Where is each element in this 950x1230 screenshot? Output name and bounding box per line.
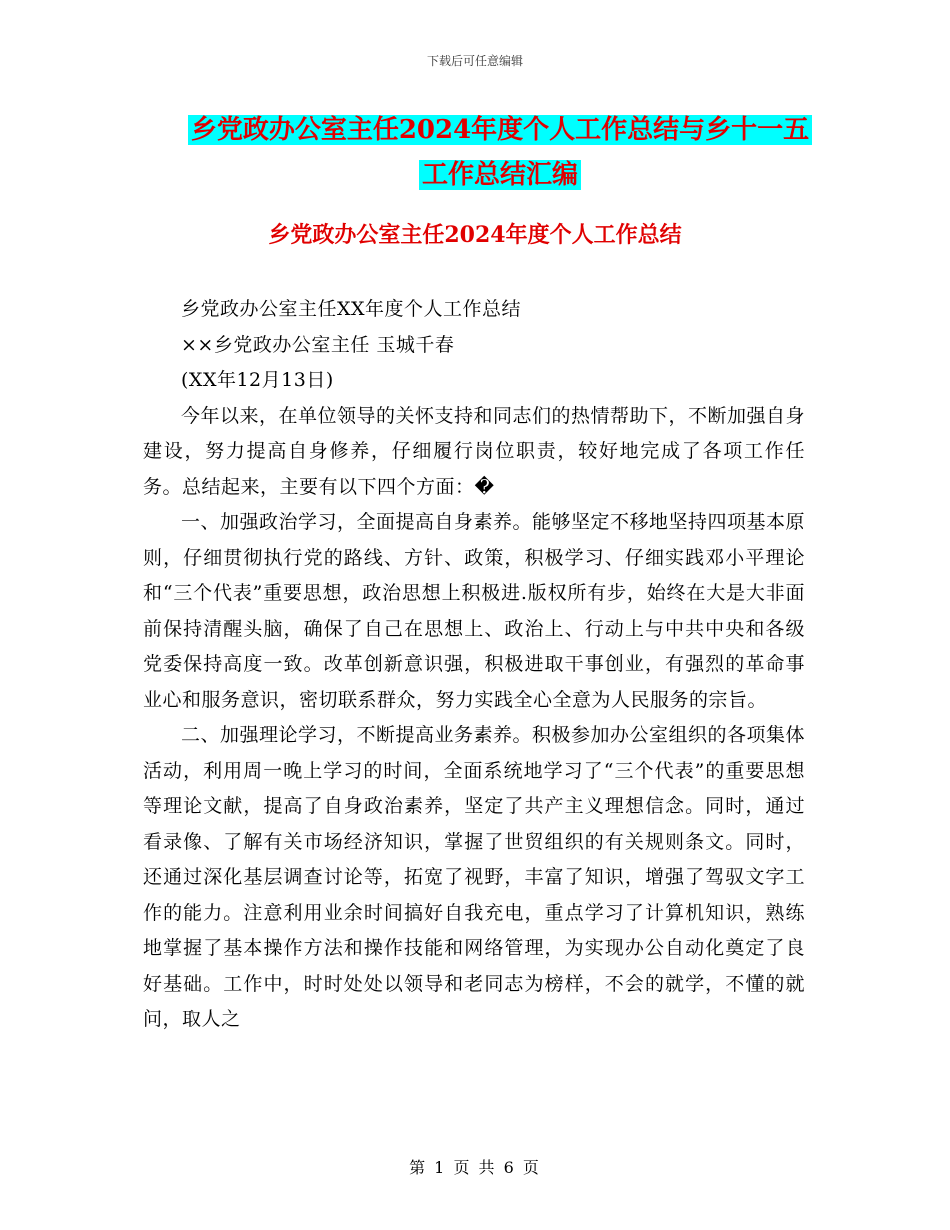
section-title: 乡党政办公室主任2024年度个人工作总结: [268, 222, 682, 248]
document-main-title: [150, 108, 850, 198]
page-number: 第 1 页 共 6 页: [409, 1158, 541, 1177]
page-header-note: 下载后可任意编辑: [426, 54, 523, 68]
date-line: (XX年12月13日): [181, 369, 334, 391]
document-body: [143, 292, 805, 1038]
author-line: ××乡党政办公室主任 玉城千春: [181, 333, 455, 356]
paragraph-theory-study: 二、加强理论学习，不断提高业务素养。积极参加办公室组织的各项集体活动，利用周一晚上学习的时间，全面系统地学习了“三个代表”的重要思想等理论文献，提高了自身政治素养，坚定了共产主义理想信念。同时，通过看录像、了解有关市场经济知识，掌握了世贸组织的有关规则条文。同时，还通过深化基层调查讨论等，拓宽了视野，丰富了知识，增强了驾驭文字工作的能力。注意利用业余时间搞好自我充电，重点学习了计算机知识，熟练地掌握了基本操作方法和操作技能和网络管理，为实现办公自动化奠定了良好基础。工作中，时时处处以领导和老同志为榜样，不会的就学，不懂的就问，取人之: [143, 724, 806, 1030]
main-title-line-2: 工作总结汇编: [419, 160, 581, 190]
main-title-line-1: 乡党政办公室主任2024年度个人工作总结与乡十一五: [188, 115, 812, 145]
paragraph-political-study: 一、加强政治学习，全面提高自身素养。能够坚定不移地坚持四项基本原则，仔细贯彻执行党的路线、方针、政策，积极学习、仔细实践邓小平理论和“三个代表”重要思想，政治思想上积极进.版权所有步，始终在大是大非面前保持清醒头脑，确保了自己在思想上、政治上、行动上与中共中央和各级党委保持高度一致。改革创新意识强，积极进取干事创业，有强烈的革命事业心和服务意识，密切联系群众，努力实践全心全意为人民服务的宗旨。: [143, 511, 806, 711]
doc-title-line: 乡党政办公室主任XX年度个人工作总结: [181, 298, 522, 320]
paragraph-intro: 今年以来，在单位领导的关怀支持和同志们的热情帮助下，不断加强自身建设，努力提高自身修养，仔细履行岗位职责，较好地完成了各项工作任务。总结起来，主要有以下四个方面：�: [143, 404, 806, 498]
